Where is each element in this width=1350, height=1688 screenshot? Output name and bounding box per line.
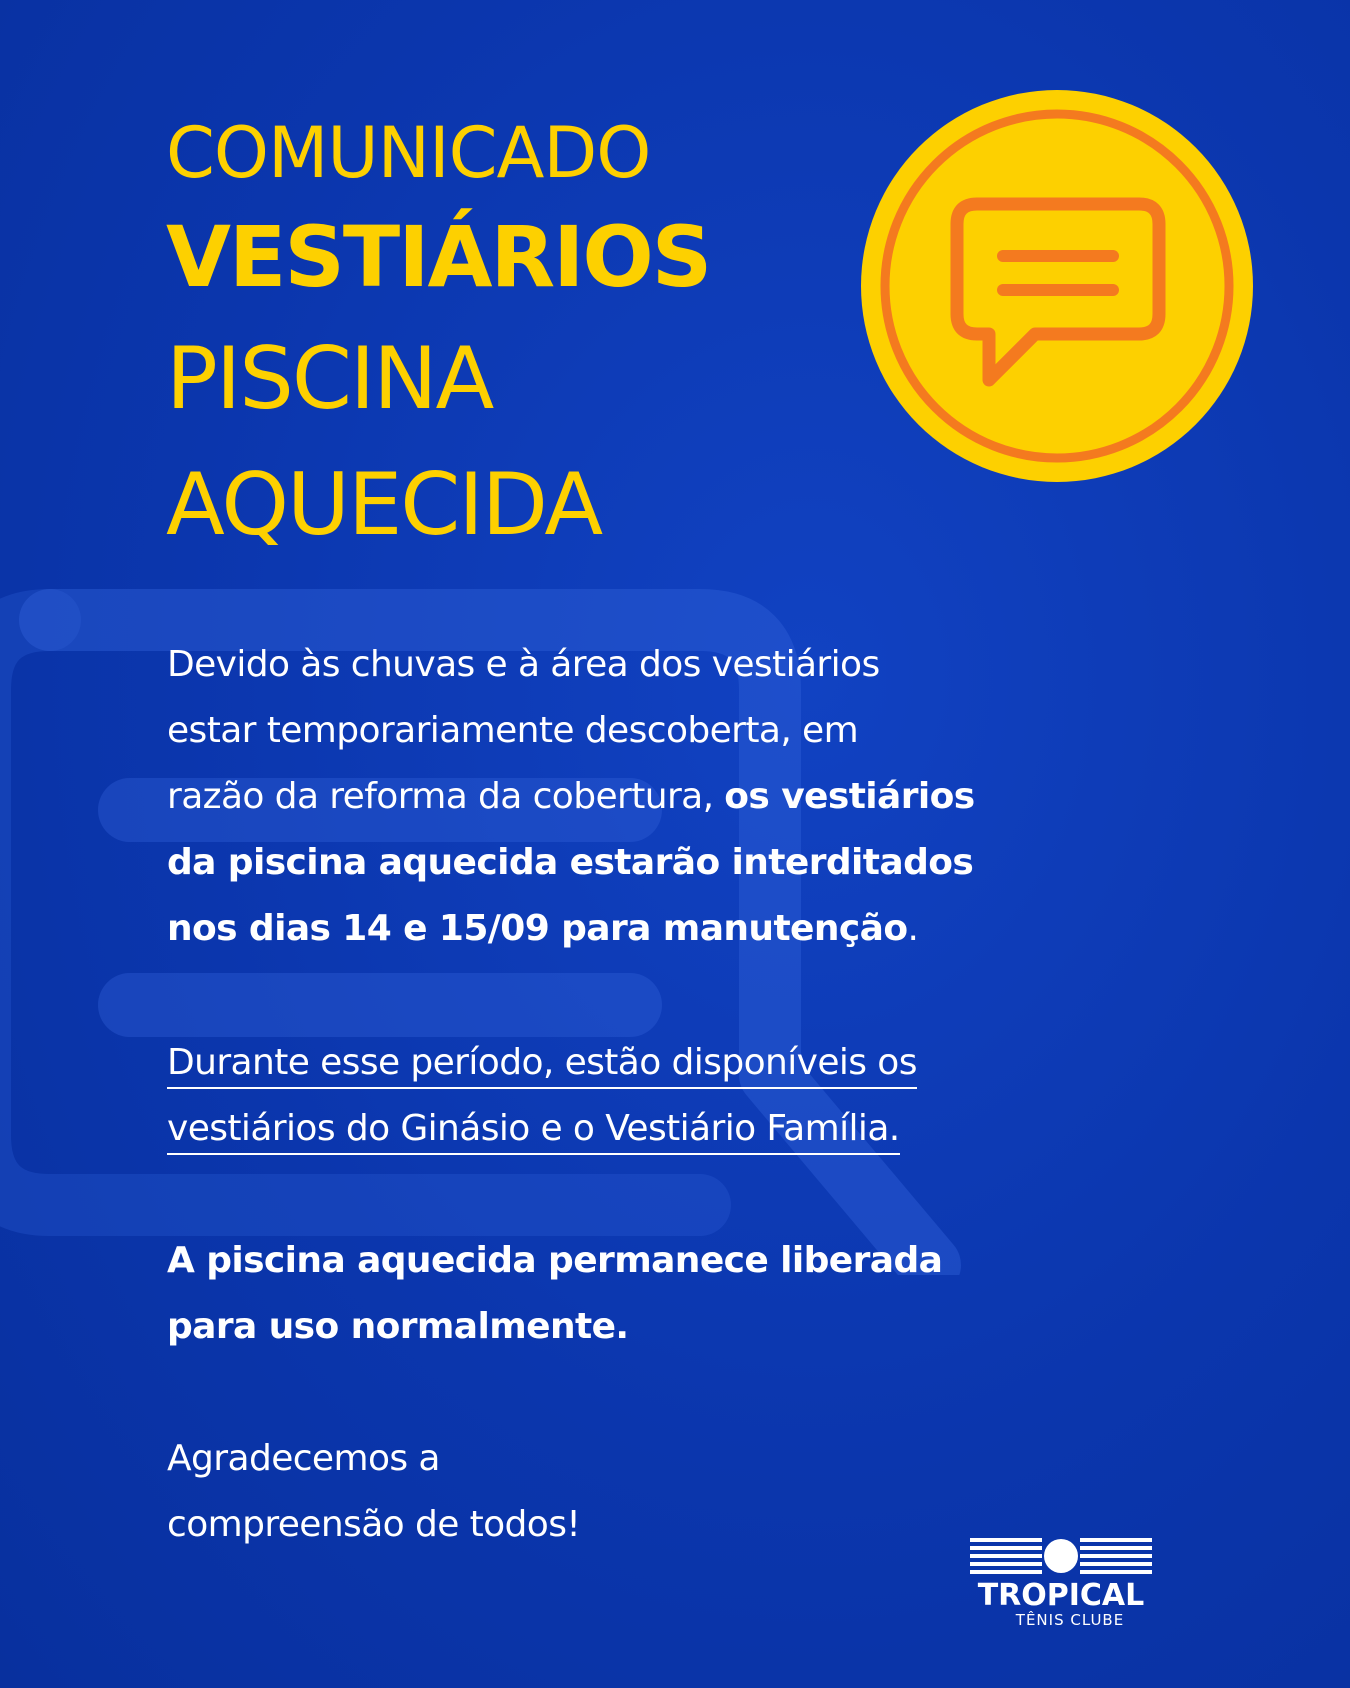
p3-line1: A piscina aquecida permanece liberada xyxy=(167,1240,943,1281)
p2-line1-text: Durante esse período, estão disponíveis os xyxy=(167,1042,917,1089)
p2-line2-text: vestiários do Ginásio e o Vestiário Família. xyxy=(167,1108,900,1155)
p3-line2: para uso normalmente. xyxy=(167,1306,629,1347)
p1-line5-end: . xyxy=(907,908,919,949)
p2-line1 xyxy=(167,1030,1107,1096)
p1-line4: da piscina aquecida estarão interditados xyxy=(167,842,974,883)
paragraph-alternatives xyxy=(167,1030,1107,1162)
p1-line3 xyxy=(167,764,1107,830)
p1-line2: estar temporariamente descoberta, em xyxy=(167,710,859,751)
chat-bubble-icon xyxy=(857,86,1257,486)
title-comunicado: COMUNICADO xyxy=(166,112,651,194)
p1-line5-bold: nos dias 14 e 15/09 para manutenção xyxy=(167,908,908,949)
logo-name: TROPICAL xyxy=(977,1578,1145,1613)
title-vestiarios: VESTIÁRIOS xyxy=(166,208,711,306)
paragraph-pool-open xyxy=(167,1228,1107,1360)
p2-line2 xyxy=(167,1096,1107,1162)
tropical-logo xyxy=(970,1538,1152,1630)
paragraph-reason xyxy=(167,632,1107,962)
p1-line5 xyxy=(167,896,1107,962)
p1-line3-normal: razão da reforma da cobertura, xyxy=(167,776,714,817)
p4-line1: Agradecemos a xyxy=(167,1438,440,1479)
title-aquecida: AQUECIDA xyxy=(166,455,602,555)
p1-line1: Devido às chuvas e à área dos vestiários xyxy=(167,644,880,685)
p1-line3-bold: os vestiários xyxy=(724,776,975,817)
logo-subtitle: TÊNIS CLUBE xyxy=(1015,1611,1125,1629)
p4-line2: compreensão de todos! xyxy=(167,1504,581,1545)
paragraph-thanks xyxy=(167,1426,1107,1558)
title-piscina: PISCINA xyxy=(166,329,493,429)
title-block xyxy=(166,108,816,568)
